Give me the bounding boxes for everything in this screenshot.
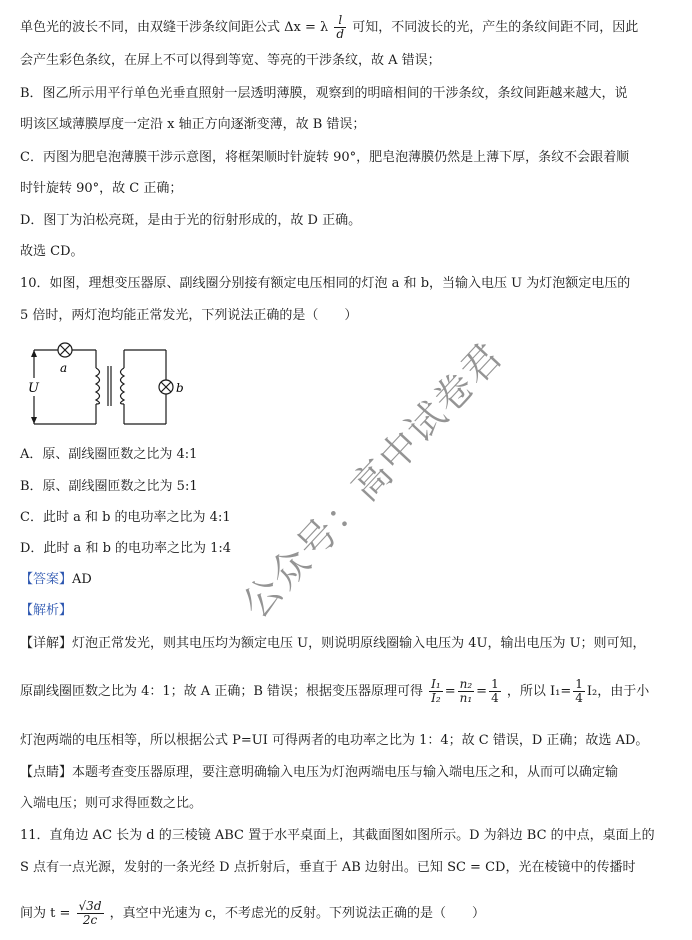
- option-d: D．此时 a 和 b 的电功率之比为 1:4: [20, 541, 232, 556]
- answer-value: AD: [72, 572, 92, 587]
- arrow-down-icon: [31, 417, 37, 424]
- comment-line-2: 入端电压；则可求得匝数之比。: [20, 796, 203, 811]
- fraction-1-4: $\frac{1}{4}$: [491, 677, 499, 705]
- text-line-8: 故选 CD。: [20, 244, 84, 259]
- q10-stem-line-2: 5 倍时，两灯泡均能正常发光，下列说法正确的是（ ）: [20, 308, 358, 323]
- text-line-2: 会产生彩色条纹，在屏上不可以得到等宽、等亮的干涉条纹，故 A 错误；: [20, 53, 441, 68]
- q11-stem-line-3: 间为 t = $\frac{√3d}{2c}$ ，真空中光速为 c，不考虑光的反射。下列说法正确的是（ ）: [20, 899, 486, 927]
- text-line-7: D．图丁为泊松亮斑，是由于光的衍射形成的，故 D 正确。: [20, 213, 362, 228]
- label-u: U: [28, 381, 39, 396]
- label-a: a: [60, 361, 68, 375]
- answer-line: [20, 572, 682, 588]
- text-line-3: B．图乙所示用平行单色光垂直照射一层透明薄膜，观察到的明暗相间的干涉条纹，条纹间距越来越大，说: [20, 86, 628, 101]
- text-line-4: 明该区域薄膜厚度一定沿 x 轴正方向逐渐变薄，故 B 错误；: [20, 117, 366, 132]
- text-line-6: 时针旋转 90°，故 C 正确；: [20, 181, 183, 196]
- detail-line-2: 原副线圈匝数之比为 4：1；故 A 正确；B 错误；根据变压器原理可得 $\frac{\text{I₁}}{\text{I₂}}$ = $\frac{\text{n₂}}{\text{n₁}}$ = $\frac{1}{4}$ ，所以 I₁= $\frac{1}{4}$ I₂，由于小: [20, 677, 650, 705]
- answer-tag: 【答案】: [20, 572, 73, 587]
- arrow-up-icon: [31, 350, 37, 357]
- q11-stem-line-1: 11．直角边 AC 长为 d 的三棱镜 ABC 置于水平桌面上，其截面图如图所示。D 为斜边 BC 的中点，桌面上的: [20, 828, 655, 843]
- fraction-l-over-d: $\frac{l}{d}$: [336, 13, 345, 41]
- line1-text: 单色光的波长不同，由双缝干涉条纹间距公式 Δx = λ: [20, 20, 329, 35]
- fraction-i1-i2: $\frac{\text{I₁}}{\text{I₂}}$: [431, 677, 441, 705]
- fraction-sqrt3d-2c: $\frac{√3d}{2c}$: [78, 899, 102, 927]
- line1-tail: 可知，不同波长的光，产生的条纹间距不同，因此: [352, 20, 639, 35]
- comment-tag: 【点睛】: [20, 765, 73, 780]
- secondary-coil-icon: [121, 368, 125, 404]
- text-line-1: [20, 14, 682, 41]
- fraction-1-4-b: $\frac{1}{4}$: [575, 677, 583, 705]
- watermark: 公众号：高中试卷君: [233, 333, 512, 627]
- comment-line-1: 【点睛】本题考查变压器原理，要注意明确输入电压为灯泡两端电压与输入端电压之和，从而可以确定输: [20, 765, 619, 780]
- option-a: A．原、副线圈匝数之比为 4:1: [20, 447, 198, 462]
- q10-stem-line-1: 10．如图，理想变压器原、副线圈分别接有额定电压相同的灯泡 a 和 b，当输入电压 U 为灯泡额定电压的: [20, 276, 631, 291]
- option-c: C．此时 a 和 b 的电功率之比为 4:1: [20, 510, 231, 525]
- q11-stem-line-2: S 点有一点光源，发射的一条光经 D 点折射后，垂直于 AB 边射出。已知 SC = CD，光在棱镜中的传播时: [20, 860, 636, 875]
- option-b: B．原、副线圈匝数之比为 5:1: [20, 479, 198, 494]
- detail-tag: 【详解】: [20, 636, 73, 651]
- transformer-circuit-diagram: [18, 338, 198, 430]
- text-line-5: C．丙图为肥皂泡薄膜干涉示意图，将框架顺时针旋转 90°，肥皂泡薄膜仍然是上薄下厚，条纹不会跟着顺: [20, 150, 630, 165]
- analysis-tag: 【解析】: [20, 603, 73, 618]
- detail-line-1: 【详解】灯泡正常发光，则其电压均为额定电压 U，则说明原线圈输入电压为 4U，输出电压为 U；则可知，: [20, 636, 646, 651]
- primary-coil-icon: [96, 368, 100, 404]
- fraction-n2-n1: $\frac{\text{n₂}}{\text{n₁}}$: [459, 677, 473, 705]
- label-b: b: [176, 381, 184, 395]
- detail-line-3: 灯泡两端的电压相等，所以根据公式 P=UI 可得两者的电功率之比为 1：4；故 C 错误，D 正确；故选 AD。: [20, 733, 649, 748]
